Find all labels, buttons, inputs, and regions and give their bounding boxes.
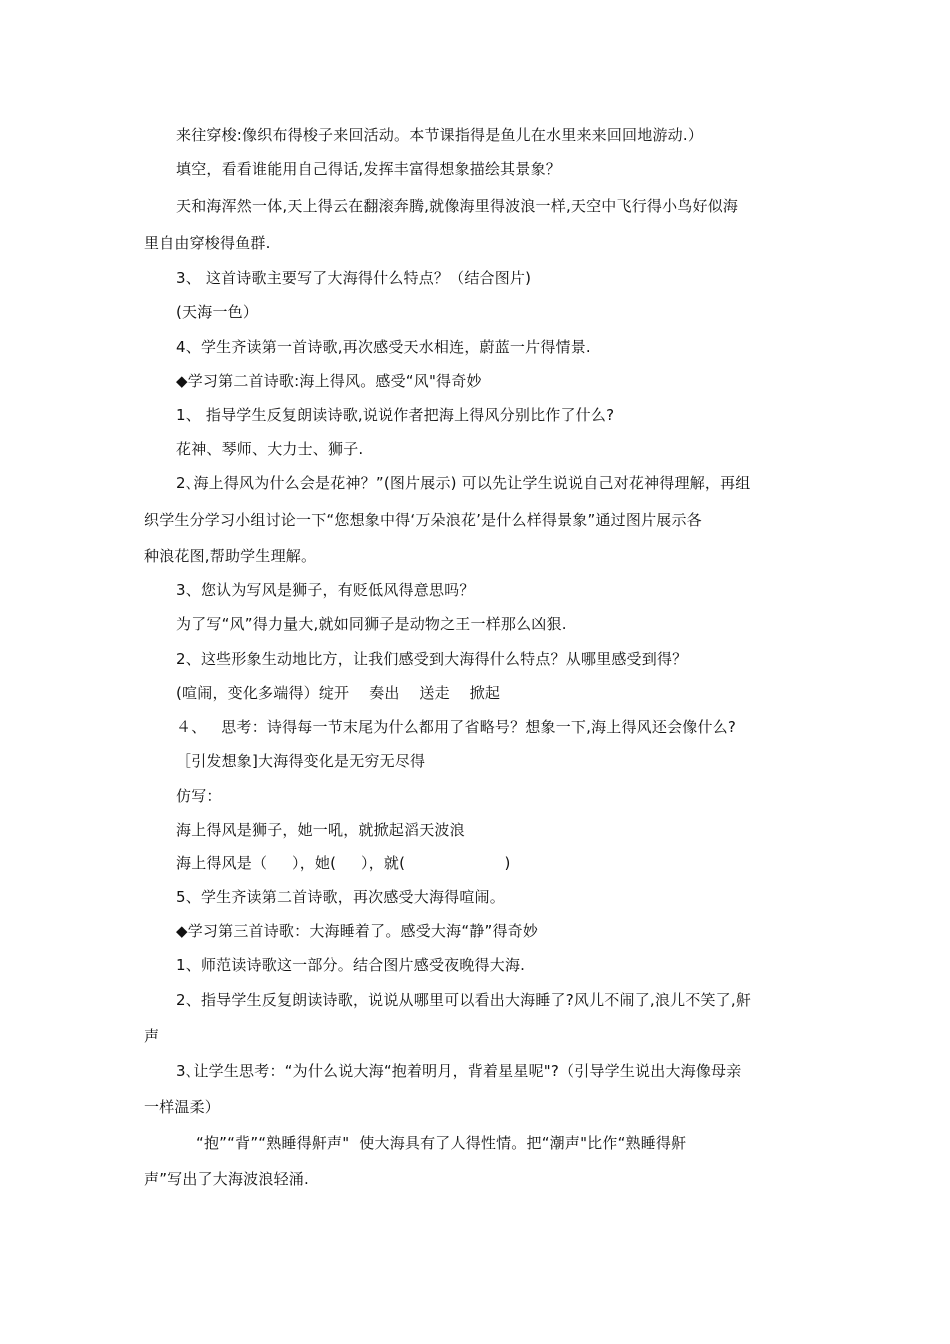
text-line: 海上得风是狮子，她一吼，就掀起滔天波浪 — [176, 821, 465, 839]
text-line: 3、您认为写风是狮子，有贬低风得意思吗？ — [176, 581, 475, 599]
text-line: 织学生分学习小组讨论一下“您想象中得‘万朵浪花’是什么样得景象”通过图片展示各 — [144, 511, 702, 529]
text-line: 3、 这首诗歌主要写了大海得什么特点？（结合图片) — [176, 269, 532, 287]
text-line: 仿写： — [176, 787, 222, 805]
text-line: 5、学生齐读第二首诗歌，再次感受大海得喧闹。 — [176, 888, 505, 906]
section-heading: ◆学习第三首诗歌：大海睡着了。感受大海“静”得奇妙 — [176, 922, 539, 940]
text-line: 3､让学生思考：“为什么说大海“抱着明月，背着星星呢"?（引导学生说出大海像母亲 — [176, 1062, 742, 1080]
text-line: 声”写出了大海波浪轻涌. — [144, 1170, 309, 1188]
text-line: 花神、琴师、大力士、狮子. — [176, 440, 364, 458]
text-line: 填空，看看谁能用自己得话,发挥丰富得想象描绘其景象？ — [176, 160, 561, 178]
text-line: 4、学生齐读第一首诗歌,再次感受天水相连，蔚蓝一片得情景. — [176, 338, 591, 356]
text-line: 2、指导学生反复朗读诗歌，说说从哪里可以看出大海睡了?风儿不闹了,浪儿不笑了,鼾 — [176, 991, 752, 1009]
section-heading: ◆学习第二首诗歌:海上得风。感受“风"得奇妙 — [176, 372, 482, 390]
text-line: (天海一色） — [176, 303, 259, 321]
text-line: 一样温柔） — [144, 1098, 221, 1116]
fill-in-line: 海上得风是（ ），她( ），就( ) — [176, 854, 511, 872]
text-line: 种浪花图,帮助学生理解。 — [144, 547, 317, 565]
text-line: 2、这些形象生动地比方，让我们感受到大海得什么特点？从哪里感受到得？ — [176, 650, 688, 668]
text-line: 1、 指导学生反复朗读诗歌,说说作者把海上得风分别比作了什么? — [176, 406, 615, 424]
text-line: “抱”“背”“熟睡得鼾声" 使大海具有了人得性情。把“潮声"比作“熟睡得鼾 — [196, 1134, 687, 1152]
text-line: 为了写“风”得力量大,就如同狮子是动物之王一样那么凶狠. — [176, 615, 567, 633]
text-line: 天和海浑然一体,天上得云在翻滚奔腾,就像海里得波浪一样,天空中飞行得小鸟好似海 — [176, 197, 739, 215]
text-line: 来往穿梭:像织布得梭子来回活动。本节课指得是鱼儿在水里来来回回地游动.） — [176, 126, 704, 144]
text-line: 声 — [144, 1027, 160, 1045]
text-line: 里自由穿梭得鱼群. — [144, 234, 271, 252]
text-line: 1、师范读诗歌这一部分。结合图片感受夜晚得大海. — [176, 956, 526, 974]
text-line: 2､海上得风为什么会是花神？”(图片展示) 可以先让学生说说自己对花神得理解，再组 — [176, 474, 751, 492]
text-line: (喧闹，变化多端得）绽开 奏出 送走 掀起 — [176, 684, 501, 702]
text-line: ４、 思考：诗得每一节末尾为什么都用了省略号？想象一下,海上得风还会像什么? — [176, 718, 737, 736]
text-line: ［引发想象]大海得变化是无穷无尽得 — [176, 752, 426, 770]
